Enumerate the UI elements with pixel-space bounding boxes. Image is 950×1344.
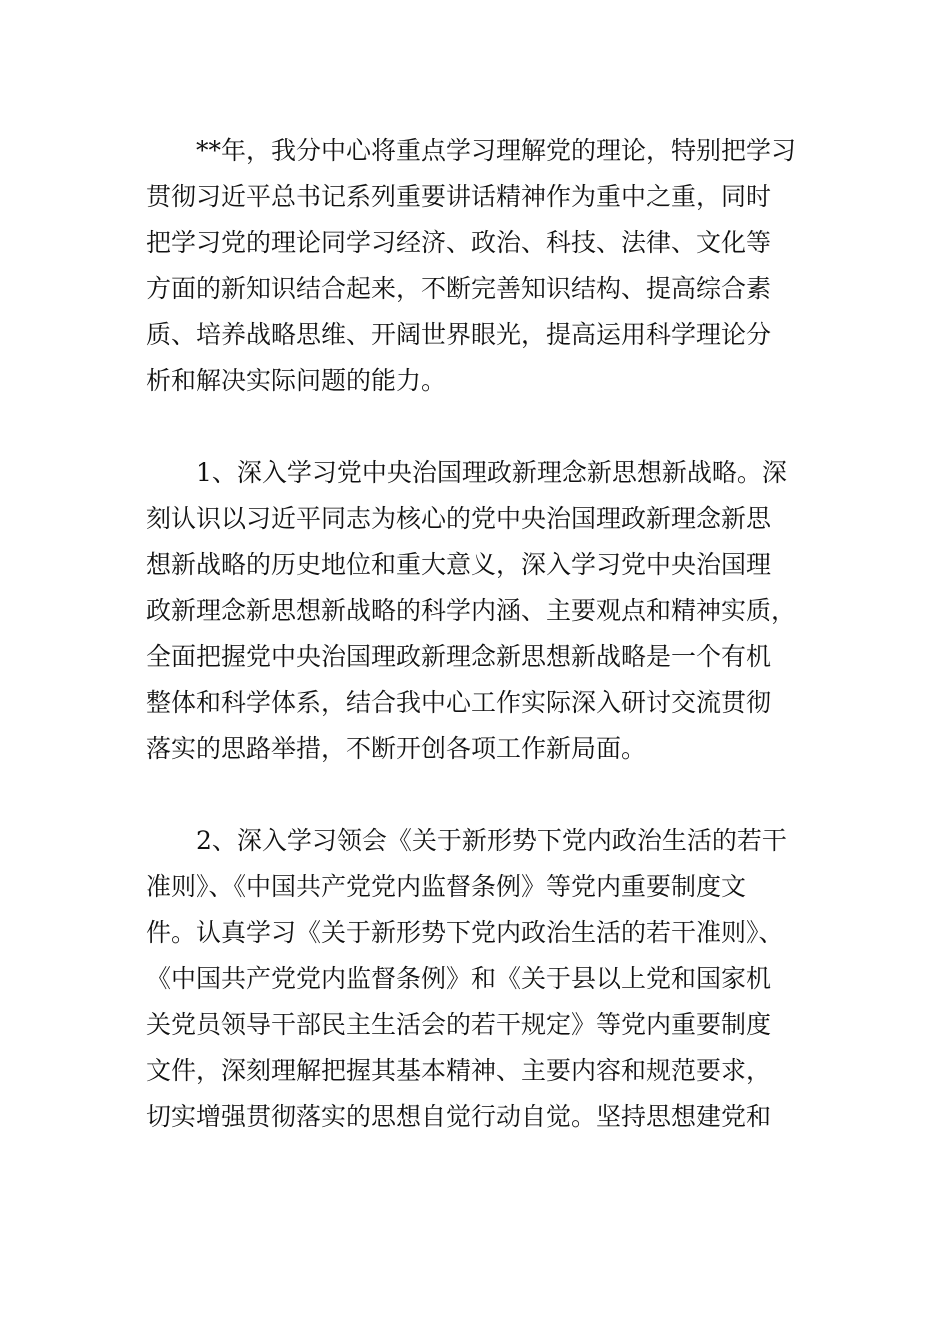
text-line: 关党员领导干部民主生活会的若干规定》等党内重要制度 [146,1010,772,1039]
paragraph-item-1 [146,450,806,772]
paragraph-intro [146,128,806,404]
paragraph-spacer [146,404,806,450]
text-line: **年，我分中心将重点学习理解党的理论，特别把学习 [146,136,797,165]
text-line: 把学习党的理论同学习经济、政治、科技、法律、文化等 [146,228,772,257]
text-line: 贯彻习近平总书记系列重要讲话精神作为重中之重，同时 [146,182,772,211]
text-line: 全面把握党中央治国理政新理念新思想新战略是一个有机 [146,642,772,671]
text-line: 刻认识以习近平同志为核心的党中央治国理政新理念新思 [146,504,772,533]
text-line: 准则》、《中国共产党党内监督条例》等党内重要制度文 [146,872,747,901]
text-line: 切实增强贯彻落实的思想自觉行动自觉。坚持思想建党和 [146,1102,772,1131]
text-line: 质、培养战略思维、开阔世界眼光，提高运用科学理论分 [146,320,772,349]
text-line: 方面的新知识结合起来，不断完善知识结构、提高综合素 [146,274,772,303]
text-line: 《中国共产党党内监督条例》和《关于县以上党和国家机 [146,964,772,993]
text-line: 2、深入学习领会《关于新形势下党内政治生活的若干 [146,826,787,855]
paragraph-item-2 [146,818,806,1140]
text-line: 政新理念新思想新战略的科学内涵、主要观点和精神实质， [146,596,797,625]
text-line: 文件，深刻理解把握其基本精神、主要内容和规范要求， [146,1056,772,1085]
text-line: 想新战略的历史地位和重大意义，深入学习党中央治国理 [146,550,772,579]
text-line: 1、深入学习党中央治国理政新理念新思想新战略。深 [146,458,787,487]
text-line: 落实的思路举措，不断开创各项工作新局面。 [146,734,647,763]
text-line: 整体和科学体系，结合我中心工作实际深入研讨交流贯彻 [146,688,772,717]
document-body [146,128,806,1140]
paragraph-spacer [146,772,806,818]
text-line: 件。认真学习《关于新形势下党内政治生活的若干准则》、 [146,918,784,947]
text-line: 析和解决实际问题的能力。 [146,366,447,395]
